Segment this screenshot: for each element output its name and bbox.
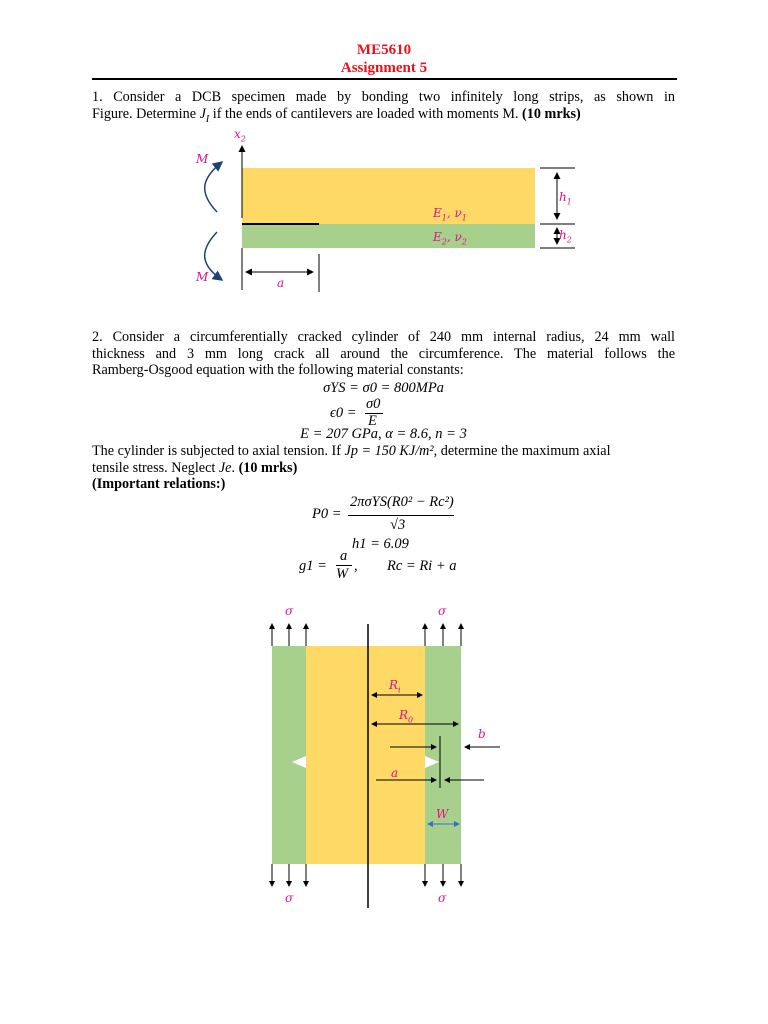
q2-line1: 2. Consider a circumferentially cracked cylinder of 240 mm internal radius, 24 mm wall: [92, 329, 675, 345]
eq-P0-bar: [348, 515, 454, 516]
sigma-top-right: σ: [438, 604, 447, 618]
bore: [306, 646, 425, 864]
q2-text-2: [92, 443, 675, 493]
eq-P0-num: 2πσYS(R0² − Rc²): [350, 494, 454, 510]
eq-material-constants: E = 207 GPa, α = 8.6, n = 3: [300, 426, 467, 442]
q2-je-eq: Je: [218, 459, 232, 476]
q2-line4: The cylinder is subjected to axial tension. If Jp = 150 KJ/m², determine the maximum axial: [92, 443, 611, 459]
R0-label: $R_0$: [399, 708, 414, 725]
eq-h1: h1 = 6.09: [352, 536, 409, 552]
left-wall: [272, 646, 306, 864]
eq-epsilon-den: E: [368, 413, 377, 429]
header-rule: [92, 78, 677, 80]
q1-J-sub: I: [205, 113, 210, 125]
eq-g1-den: W: [336, 566, 349, 582]
a-label: a: [277, 276, 285, 290]
b-label: b: [478, 727, 486, 741]
q2-jp-eq: Jp = 150 KJ/m²: [344, 443, 434, 459]
x2-label: $x_2$: [234, 127, 246, 144]
q2-text: [92, 329, 675, 379]
eq-g1-num: a: [340, 548, 348, 564]
q2-line2: thickness and 3 mm long crack all around the circumference. The material follows the: [92, 345, 675, 362]
bottom-strip: [242, 224, 535, 248]
a-crack-label: a: [391, 766, 399, 780]
sigma-bottom-left: σ: [285, 891, 294, 905]
top-stress-arrows: [272, 624, 461, 646]
right-wall: [425, 646, 461, 864]
sigma-bottom-right: σ: [438, 891, 447, 905]
h1-label: $h_1$: [559, 190, 572, 207]
eq-sigma-ys: σYS = σ0 = 800MPa: [323, 380, 444, 396]
moment-label-top: M: [196, 152, 209, 166]
Ri-label: $R_i$: [389, 678, 401, 695]
E1-nu1-label: $E_1$, $\nu_1$: [433, 206, 467, 223]
q2-important: (Important relations:): [92, 476, 226, 492]
eq-g1-lhs: g1 =: [299, 558, 327, 574]
eq-g1-comma: ,: [354, 558, 358, 574]
course-code: ME5610: [356, 42, 412, 58]
q1-line1: 1. Consider a DCB specimen made by bonding two infinitely long strips, as shown in: [92, 89, 675, 105]
sigma-top-left: σ: [285, 604, 294, 618]
eq-Rc: Rc = Ri + a: [387, 558, 457, 574]
q1-marks: (10 mrks): [522, 105, 581, 122]
W-label: W: [436, 807, 449, 821]
assignment-title: Assignment 5: [340, 60, 428, 76]
q2-line3: Ramberg-Osgood equation with the following material constants:: [92, 362, 464, 378]
q2-marks: (10 mrks): [238, 459, 298, 476]
q2-line5: tensile stress. Neglect Je. (10 mrks): [92, 459, 298, 476]
moment-arrow-top: [205, 162, 222, 212]
q1-J-symbol: J: [199, 105, 206, 122]
eq-P0-den: √3: [390, 517, 406, 533]
top-strip: [242, 168, 535, 224]
h2-label: $h_2$: [559, 228, 572, 245]
cylinder-figure: [0, 600, 768, 930]
E2-nu2-label: $E_2$, $\nu_2$: [433, 230, 467, 247]
eq-epsilon-lhs: ϵ0 =: [330, 405, 357, 421]
moment-label-bottom: M: [196, 270, 209, 284]
eq-P0-lhs: P0 =: [312, 506, 342, 522]
q1-line2-pre: Figure. Determine: [92, 105, 200, 122]
eq-epsilon-num: σ0: [366, 396, 381, 412]
q1-line2-post: if the ends of cantilevers are loaded with moments M.: [209, 105, 523, 122]
bottom-stress-arrows: [272, 864, 461, 886]
